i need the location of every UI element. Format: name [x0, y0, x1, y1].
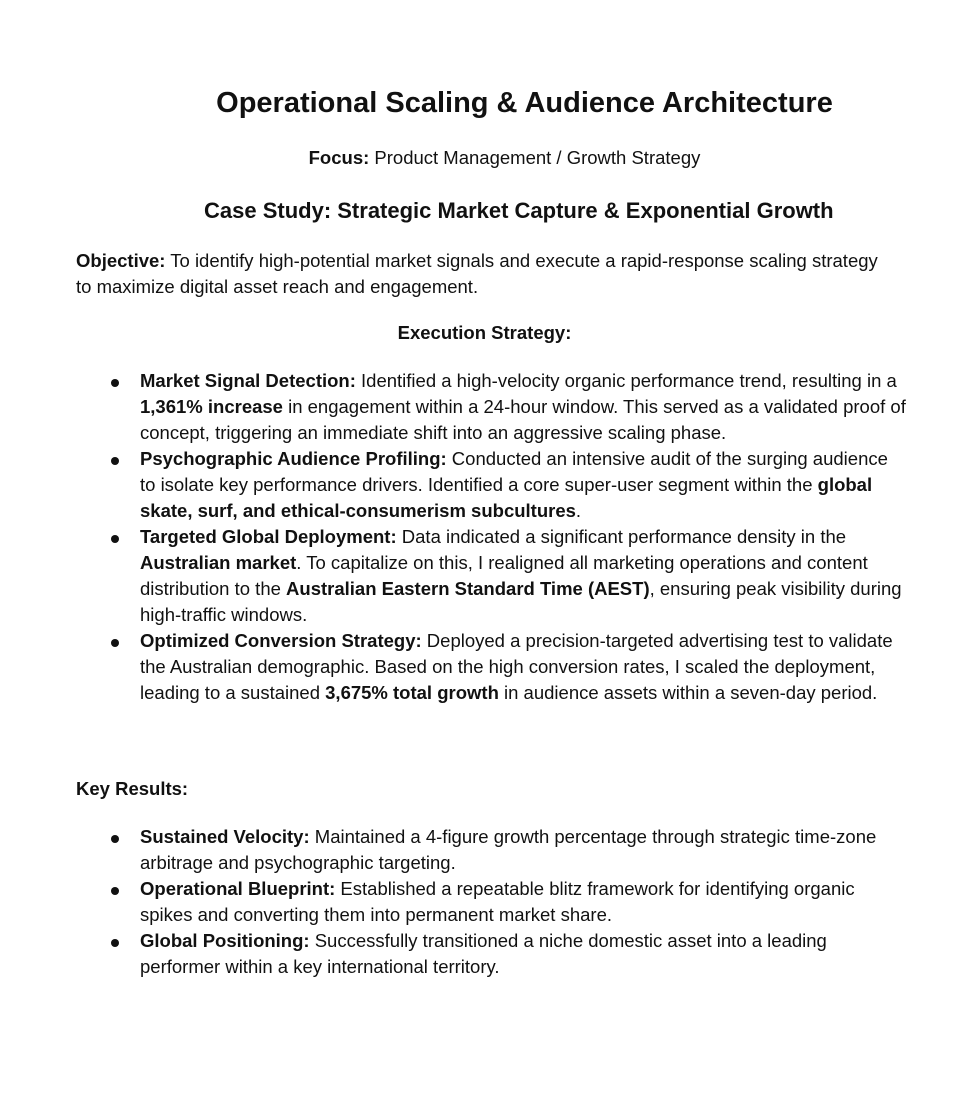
item-text: Identified a high-velocity organic performance trend, resulting in a [355, 370, 897, 391]
item-label: Operational Blueprint: [140, 878, 336, 899]
bullet-icon [111, 535, 119, 543]
item-text: Data indicated a significant performance density in the [396, 526, 847, 547]
item-highlight: Australian market [140, 552, 297, 573]
item-text: in audience assets within a seven-day period. [498, 682, 878, 703]
list-item [76, 876, 906, 928]
item-text: Maintained a 4-figure growth percentage through strategic time-zone arbitrage and psychographic targeting. [140, 826, 877, 873]
item-text: . [575, 500, 582, 521]
item-label: Sustained Velocity: [140, 826, 310, 847]
item-label: Market Signal Detection: [140, 370, 356, 391]
execution-strategy-heading: Execution Strategy: [397, 322, 572, 343]
bullet-icon [111, 457, 119, 465]
focus-text: Product Management / Growth Strategy [369, 147, 701, 168]
item-text: Successfully transitioned a niche domestic asset into a leading performer within a key international territory. [140, 930, 827, 977]
item-highlight: 1,361% increase [140, 396, 283, 417]
objective-text: To identify high-potential market signals and execute a rapid-response scaling strategy to maximize digital asset reach and engagement. [76, 250, 878, 297]
bullet-icon [111, 887, 119, 895]
bullet-icon [111, 639, 119, 647]
focus-line [0, 146, 969, 170]
item-label: Global Positioning: [140, 930, 310, 951]
bullet-icon [111, 379, 119, 387]
item-highlight: global skate, surf, and ethical-consumerism subcultures [140, 474, 873, 521]
item-text: . To capitalize on this, I realigned all marketing operations and content distribution to the [140, 552, 868, 599]
item-highlight: Australian Eastern Standard Time (AEST) [286, 578, 650, 599]
case-study-title: Case Study: Strategic Market Capture & Exponential Growth [204, 198, 834, 223]
item-highlight: 3,675% total growth [325, 682, 499, 703]
list-item [76, 446, 906, 524]
objective-label: Objective: [76, 250, 166, 271]
execution-strategy-list [76, 368, 906, 706]
key-results-list [76, 824, 906, 980]
item-text: Deployed a precision-targeted advertising test to validate the Australian demographic. Based on the high conversion rates, I scaled the deployment, leading to a sustained [140, 630, 893, 703]
item-text: , ensuring peak visibility during high-traffic windows. [140, 578, 902, 625]
list-item [76, 524, 906, 628]
key-results-heading: Key Results: [76, 778, 189, 799]
item-text: Established a repeatable blitz framework for identifying organic spikes and converting them into permanent market share. [140, 878, 855, 925]
item-label: Psychographic Audience Profiling: [140, 448, 447, 469]
bullet-icon [111, 835, 119, 843]
list-item [76, 368, 906, 446]
bullet-icon [111, 939, 119, 947]
item-label: Targeted Global Deployment: [140, 526, 397, 547]
item-text: in engagement within a 24-hour window. This served as a validated proof of concept, triggering an immediate shift into an aggressive scaling phase. [140, 396, 906, 443]
item-label: Optimized Conversion Strategy: [140, 630, 422, 651]
list-item [76, 628, 906, 706]
document-title: Operational Scaling & Audience Architecture [216, 87, 833, 119]
list-item [76, 824, 906, 876]
focus-label: Focus: [308, 147, 370, 168]
item-text: Conducted an intensive audit of the surging audience to isolate key performance drivers. Identified a core super-user segment within the [140, 448, 888, 495]
list-item [76, 928, 906, 980]
objective-paragraph [76, 248, 896, 300]
